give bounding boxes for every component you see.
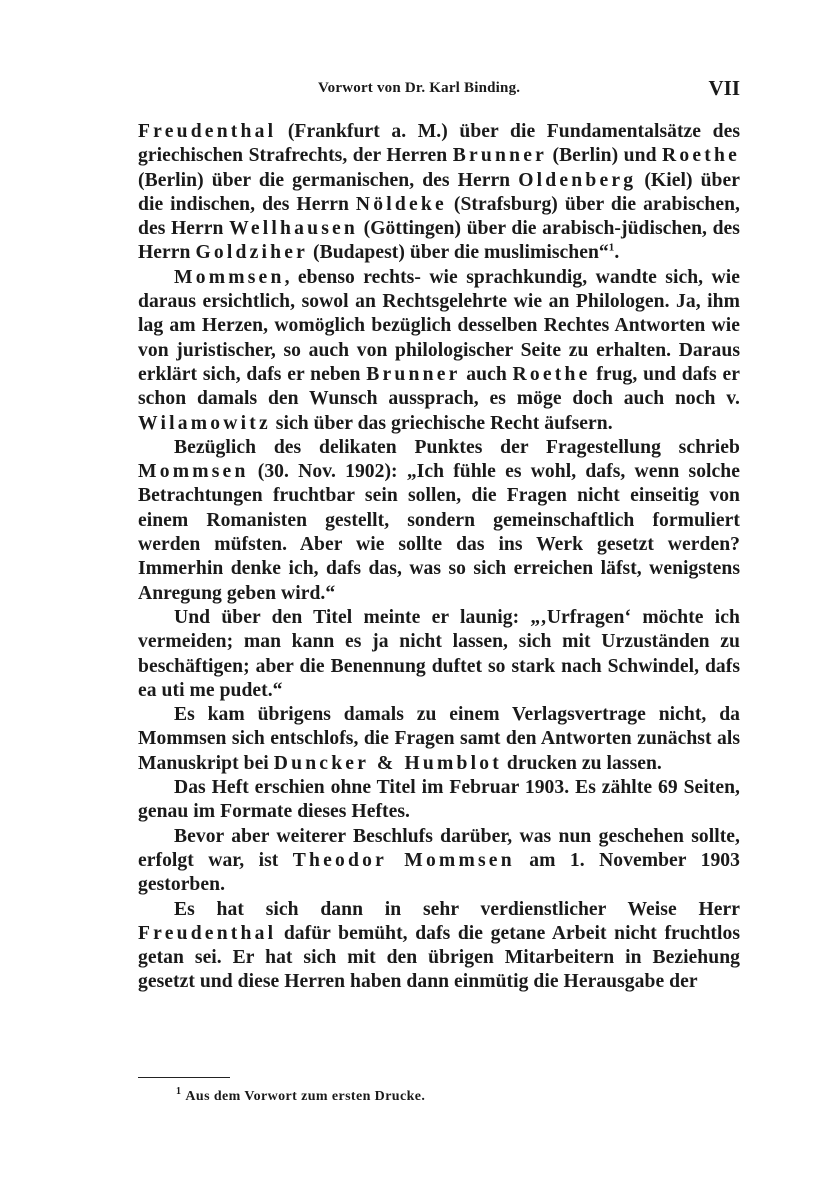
text-run: dafür bemüht, dafs die getane Arbeit nicht fruchtlos getan sei. Er hat sich mit den übrigen Mitarbeitern in Beziehung gesetzt und diese Herren haben dann einmütig die Herausgabe der [138,922,740,993]
text-run: Bezüglich des delikaten Punktes der Fragestellung schrieb [174,436,740,458]
name-wilamowitz: Wilamowitz [138,412,271,434]
page-number: VII [708,76,740,100]
name-brunner: Brunner [452,145,547,167]
text-run: (Budapest) über die muslimischen“ [308,242,609,264]
text-run: (30. Nov. 1902): „Ich fühle es wohl, dafs, wenn solche Betrachtungen fruchtbar sein sollen, die Fragen nicht einseitig von einem Romanisten gestellt, sondern gemeinschaftlich formuliert werden müfsten. Aber wie sollte das ins Werk gesetzt werden? Immerhin denke ich, dafs das, was so sich erreichen läfst, wenigstens Anregung geben wird.“ [138,461,740,604]
text-run: (Kiel) über die indischen, des Herrn [138,169,740,215]
text-run: Es kam übrigens damals zu einem Verlagsvertrage nicht, da Mommsen sich entschlofs, die Fragen samt den Antworten zunächst als Manuskript bei [138,704,740,774]
text-run: drucken zu lassen. [501,752,662,774]
footnote-marker: 1 [176,1086,182,1098]
text-run: (Berlin) über die germanischen, des Herrn [138,169,519,191]
name-mommsen: Mommsen [138,461,249,483]
name-wellhausen: Wellhausen [229,218,359,240]
name-mommsen: Mommsen [174,266,285,288]
body-text [138,120,740,995]
text-run: (Berlin) und [547,145,663,167]
running-title: Vorwort von Dr. Karl Binding. [318,80,521,96]
name-theodor-mommsen: Theodor Mommsen [292,849,515,871]
paragraph-2 [138,266,740,436]
name-freudenthal: Freudenthal [138,121,277,142]
paragraph-8 [138,898,740,995]
footnote-text: Aus dem Vorwort zum ersten Drucke. [185,1089,426,1104]
footnote [176,1086,426,1105]
name-roethe: Roethe [512,363,591,385]
name-oldenberg: Oldenberg [518,169,637,191]
text-run: . [614,242,620,264]
name-noeldeke: Nöldeke [355,193,447,215]
paragraph-4: Und über den Titel meinte er launig: „‚Urfragen‘ möchte ich vermeiden; man kann es ja nicht lassen, sich mit Urzuständen zu beschäftigen; aber die Benennung duftet so stark nach Schwindel, dafs ea uti me pudet.“ [138,606,740,701]
text-run: , ebenso rechts- wie sprachkundig, wandte sich, wie daraus ersichtlich, sowol an Rechtsgelehrte wie an Philologen. Ja, ihm lag am Herzen, womöglich bezüglich desselben Rechtes Antworten wie von juristischer, so auch von philologischer Seite zu erhalten. Daraus erklärt sich, dafs er neben [138,266,740,385]
paragraph-3 [138,436,740,606]
footnote-divider [138,1077,230,1078]
text-run: (Göttingen) über die arabisch-jüdischen, des Herrn [138,218,740,264]
text-run: Es hat sich dann in sehr verdienstlicher Weise Herr [174,898,740,920]
text-run: auch [460,363,513,385]
name-freudenthal: Freudenthal [138,922,277,944]
paragraph-1 [138,120,740,266]
page-header [138,76,740,104]
paragraph-7 [138,825,740,898]
name-goldziher: Goldziher [195,242,309,264]
name-brunner: Brunner [366,363,461,385]
text-run: frug, und dafs er schon damals den Wunsch aussprach, es möge doch auch noch v. [138,363,740,410]
text-run: (Strafsburg) über die arabischen, des Herrn [138,193,740,240]
text-run: (Frankfurt a. M.) über die Fundamentalsätze des griechischen Strafrechts, der Herren [138,121,740,167]
paragraph-5 [138,703,740,776]
footnote-reference: 1 [608,241,615,254]
name-duncker-humblot: Duncker & Humblot [273,752,502,774]
paragraph-6: Das Heft erschien ohne Titel im Februar 1903. Es zählte 69 Seiten, genau im Formate dieses Heftes. [138,777,740,823]
text-run: sich über das griechische Recht äufsern. [270,412,613,434]
name-roethe: Roethe [662,145,740,167]
text-run: Bevor aber weiterer Beschlufs darüber, was nun geschehen sollte, erfolgt war, ist [138,825,740,871]
text-run: am 1. November 1903 gestorben. [138,849,740,896]
